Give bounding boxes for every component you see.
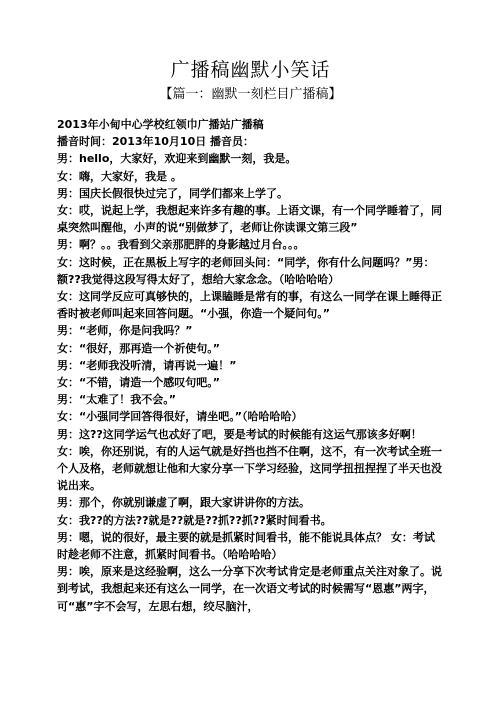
paragraph: 播音时间：2013年10月10日 播音员： [57, 135, 255, 149]
paragraph: 男：那个，你就别谦虚了啊，跟大家讲讲你的方法。 [57, 496, 310, 510]
paragraph: 女：我??的方法??就是??就是??抓??抓??紧时间看书。 [57, 513, 332, 527]
document-subtitle: 【篇一：幽默一刻栏目广播稿】 [159, 87, 342, 102]
paragraph: 女：这同学反应可真够快的，上课瞌睡是常有的事，有这么一同学在课上睡得正香时被老师叫起来回答问题。“小强，你造一个疑问句。” [57, 290, 442, 321]
document-title: 广播稿幽默小笑话 [170, 59, 331, 81]
paragraph: 男：“太难了！我不会。” [57, 393, 176, 407]
paragraph: 2013年小甸中心学校红领巾广播站广播稿 [57, 118, 264, 131]
paragraph: 女：“小强同学回答得很好，请坐吧。”（哈哈哈哈） [57, 410, 303, 424]
paragraph: 女：“不错，请造一个感叹句吧。” [57, 376, 220, 390]
paragraph: 男：唉，原来是这经验啊，这么一分享下次考试肯定是老师重点关注对象了。说到考试，我想起来还有这么一同学，在一次语文考试的时候需写“恩惠”两字，可“惠”字不会写，左思右想，绞尽脑汁， [57, 565, 442, 613]
paragraph: 男：嗯，说的很好，最主要的就是抓紧时间看书，能不能说具体点？ 女：考试时趁老师不注意，抓紧时间看书。（哈哈哈哈） [57, 530, 435, 562]
paragraph: 男：hello，大家好，欢迎来到幽默一刻，我是。 [57, 152, 297, 166]
paragraph: 女：哎，说起上学，我想起来许多有趣的事。上语文课，有一个同学睡着了，同桌突然叫醒他，小声的说“别做梦了，老师让你读课文第三段” [57, 204, 442, 235]
paragraph: 男：这??这同学运气也忒好了吧，要是考试的时候能有这运气那该多好啊！ 女：唉，你还别说，有的人运气就是好挡也挡不住啊，这不，有一次考试全班一个人及格，老师就想让他和大家分享一下学习经验，这同学扭扭捏捏了半天也没说出来。 [57, 427, 442, 493]
paragraph: 女：嗨，大家好，我是 。 [57, 169, 182, 183]
paragraph: 男：“老师我没听清，请再说一遍！” [57, 358, 237, 372]
paragraph: 男：啊？。。我看到父亲那肥胖的身影越过月台。。。 [57, 238, 305, 252]
paragraph: 女：“很好，那再造一个祈使句。” [57, 341, 220, 355]
paragraph: 男：“老师，你是问我吗？” [57, 324, 193, 338]
paragraph: 男：国庆长假很快过完了，同学们都来上学了。 [57, 186, 288, 200]
document-body [57, 116, 444, 615]
paragraph: 女：这时候，正在黑板上写字的老师回头问：“同学，你有什么问题吗？”男：额??我觉得这段写得太好了，想给大家念念。（哈哈哈哈） [57, 255, 435, 286]
